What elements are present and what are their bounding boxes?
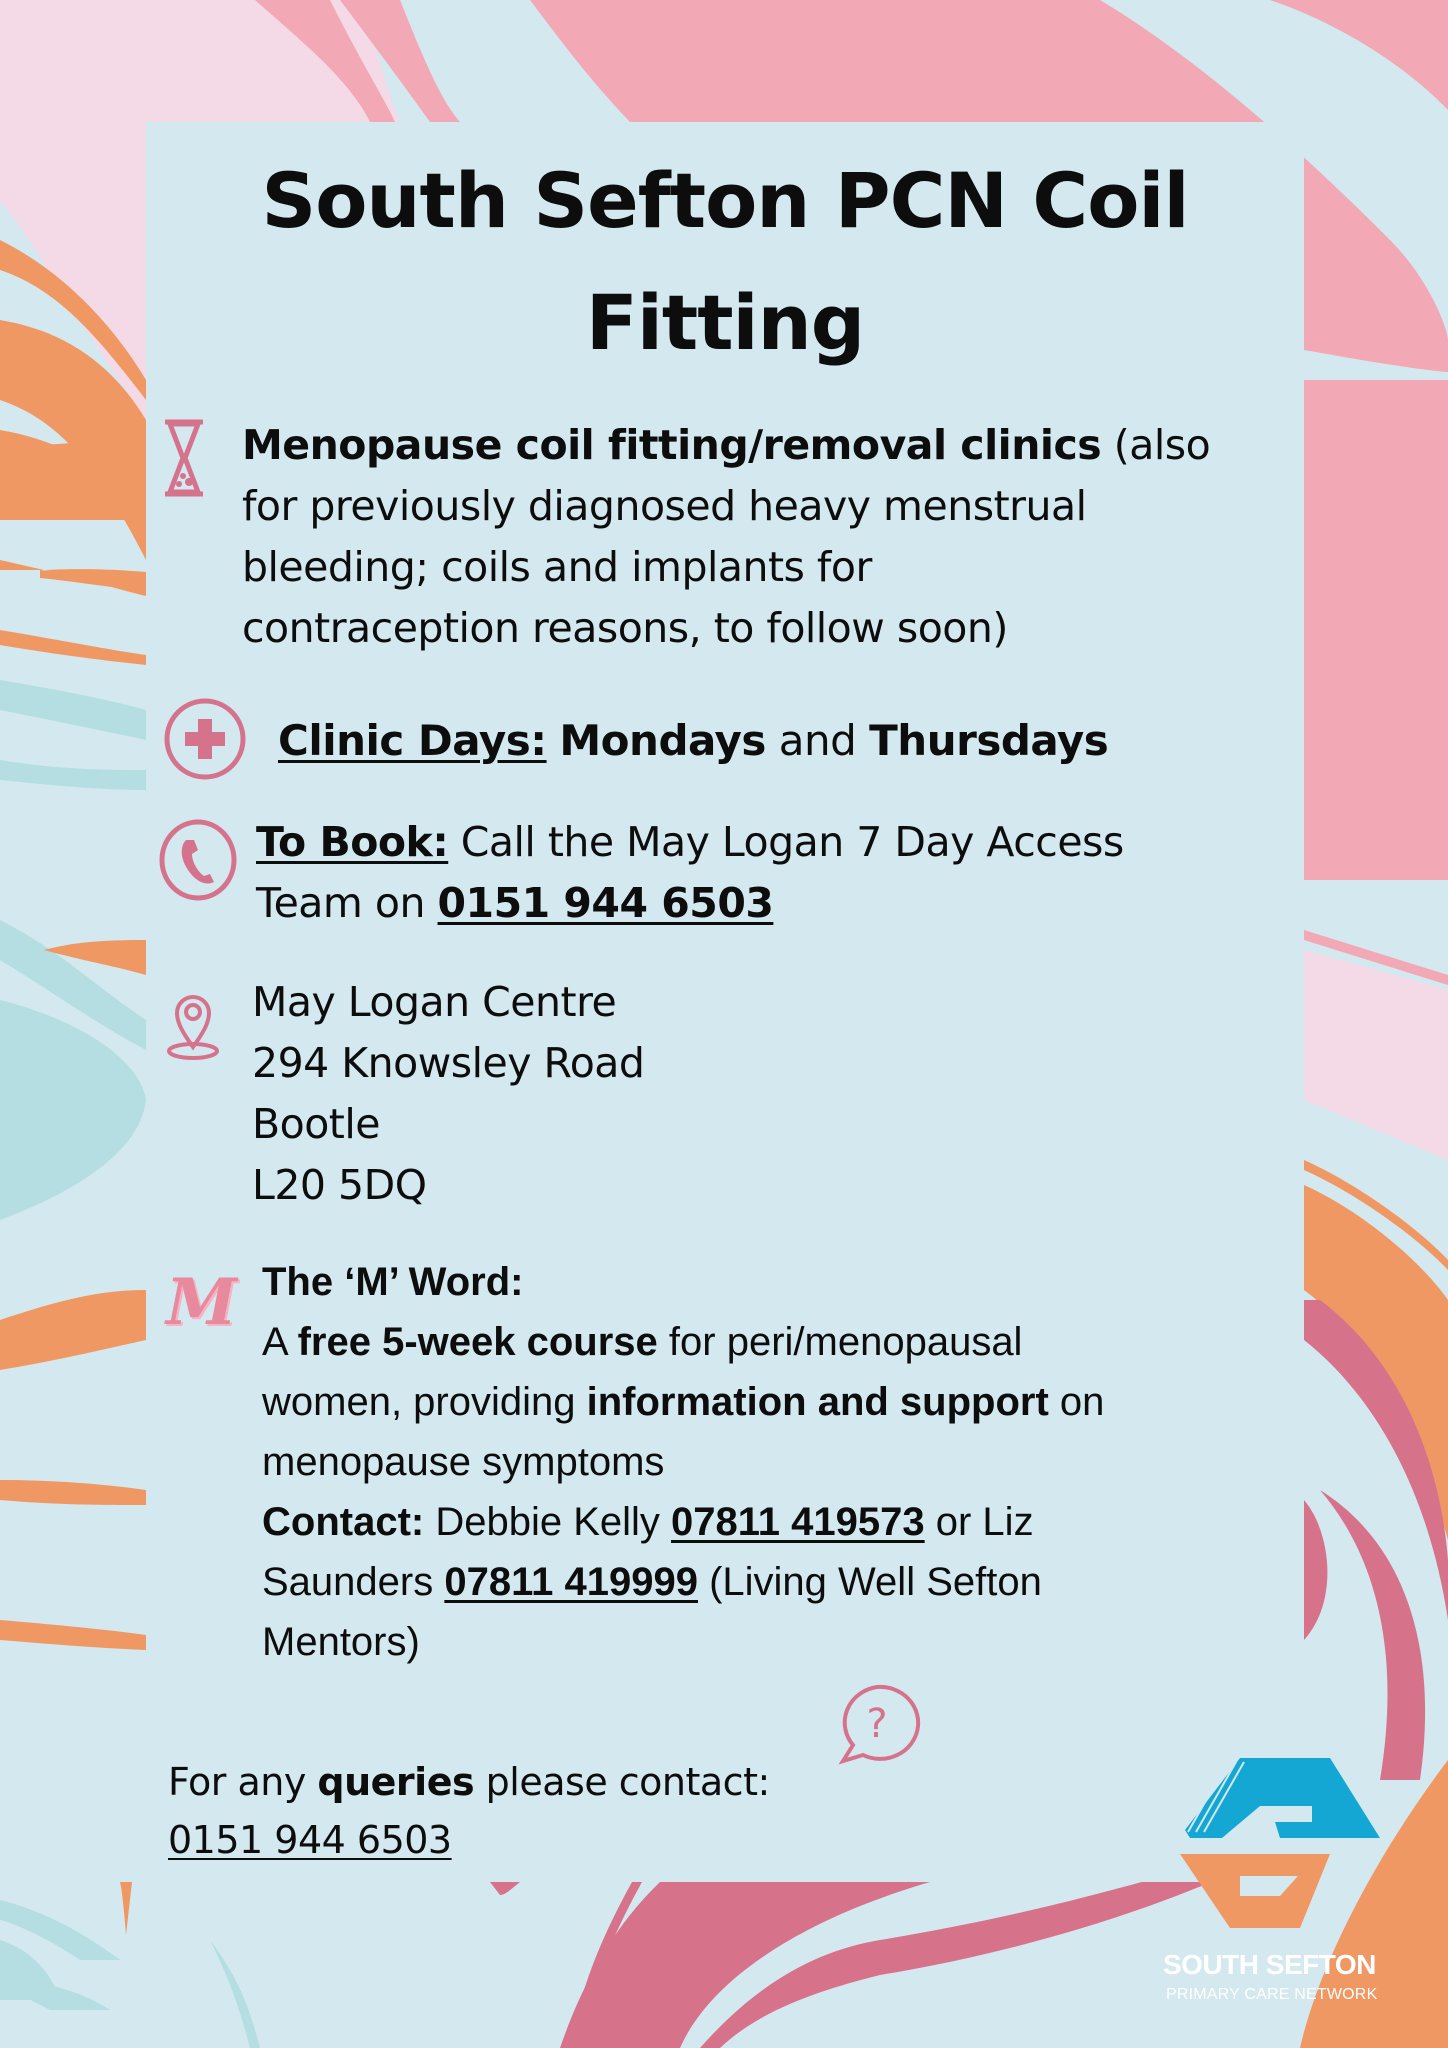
queries-section: For any queries please contact: 0151 944 6503 [168,1760,770,1862]
liz-saunders-phone-link[interactable]: 07811 419999 [444,1560,698,1604]
m-word-section: The ‘M’ Word: A free 5-week course for peri/menopausal women, providing information and support on menopause symptoms Contact: Debbie Kelly 07811 419573 or Liz Saunders 07811 419999 (Living Well Sefton Mentors) [262,1252,1104,1672]
hourglass-icon [163,418,205,498]
logo-name: SOUTH SEFTON [1163,1949,1376,1980]
clinic-day-monday: Mondays [559,716,766,765]
location-pin-icon [165,985,221,1065]
address-line: May Logan Centre [252,978,617,1026]
debbie-kelly-phone-link[interactable]: 07811 419573 [671,1500,925,1544]
title-line-1: South Sefton PCN Coil [261,156,1189,245]
clinic-address [252,972,644,1216]
queries-phone-link[interactable]: 0151 944 6503 [168,1818,452,1862]
address-line: 294 Knowsley Road [252,1039,645,1087]
medical-cross-icon [163,697,247,781]
clinic-days-label: Clinic Days: [278,716,547,765]
page-title [146,140,1304,384]
m-letter-icon: M [166,1265,237,1340]
booking-info: To Book: Call the May Logan 7 Day Access Team on 0151 944 6503 [256,818,1124,927]
booking-phone-link[interactable]: 0151 944 6503 [437,879,774,927]
clinics-description: Menopause coil fitting/removal clinics (also for previously diagnosed heavy menstrual bleeding; coils and implants for contraception reasons, to follow soon) [242,421,1211,652]
pcn-logo-icon [1170,1750,1390,1950]
address-line: Bootle [252,1100,380,1148]
clinic-day-thursday: Thursdays [869,716,1109,765]
logo-subtitle: PRIMARY CARE NETWORK [1166,1986,1378,2003]
title-line-2: Fitting [585,278,865,367]
question-bubble-icon [833,1683,921,1765]
address-line: L20 5DQ [252,1161,427,1209]
clinic-days: Clinic Days: Mondays and Thursdays [278,716,1109,765]
phone-icon [158,818,238,902]
svg-text:?: ? [866,1701,888,1747]
booking-label: To Book: [256,818,449,866]
m-word-heading: The ‘M’ Word: [262,1260,524,1304]
